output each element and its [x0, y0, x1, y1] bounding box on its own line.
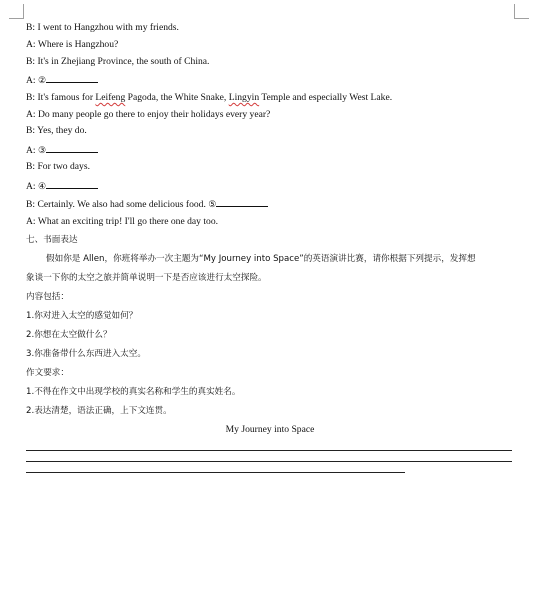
essay-title: My Journey into Space — [225, 424, 315, 435]
content-heading: 内容包括： — [26, 292, 69, 302]
answer-blank-4[interactable] — [46, 179, 98, 189]
dialogue-line-5 — [26, 92, 392, 104]
requirement-1: 1.不得在作文中出现学校的真实名称和学生的真实姓名。 — [26, 387, 241, 397]
requirements-heading: 作文要求： — [26, 368, 69, 378]
dialogue-line-7: B: Yes, they do. — [26, 125, 87, 136]
dialogue-line-2: A: Where is Hangzhou? — [26, 39, 119, 50]
speaker-prefix: A: — [26, 75, 38, 86]
speaker-prefix: A: — [26, 181, 38, 192]
dialogue-line-6: A: Do many people go there to enjoy their holidays every year? — [26, 109, 271, 120]
crop-mark-top-right — [514, 4, 529, 19]
dialogue-line-4 — [26, 73, 98, 87]
dialogue-line-8 — [26, 143, 98, 157]
spellcheck-word-lingyin: Lingyin — [228, 92, 260, 103]
spellcheck-word-leifeng: Leifeng — [95, 92, 126, 103]
dialogue-line-10 — [26, 179, 98, 193]
crop-mark-top-left — [9, 4, 24, 19]
dialogue-text: Temple and especially West Lake. — [259, 92, 393, 103]
content-point-1: 1.你对进入太空的感觉如何？ — [26, 311, 138, 321]
dialogue-line-11 — [26, 197, 268, 211]
section-title: 七、书面表达 — [26, 235, 78, 245]
speaker-prefix: A: — [26, 145, 38, 156]
dialogue-line-9: B: For two days. — [26, 161, 90, 172]
dialogue-line-12: A: What an exciting trip! I'll go there one day too. — [26, 216, 219, 227]
dialogue-line-1: B: I went to Hangzhou with my friends. — [26, 22, 179, 33]
writing-line-3[interactable] — [26, 472, 405, 473]
writing-line-1[interactable] — [26, 450, 512, 451]
answer-blank-3[interactable] — [46, 143, 98, 153]
requirement-2: 2.表达清楚，语法正确，上下文连贯。 — [26, 406, 172, 416]
dialogue-text: B: It's famous for — [26, 92, 96, 103]
dialogue-text: Pagoda, the White Snake, — [125, 92, 229, 103]
blank-number-4: ④ — [38, 181, 47, 191]
writing-intro-line-2: 象谈一下你的太空之旅并简单说明一下是否应该进行太空探险。 — [26, 273, 267, 283]
blank-number-5: ⑤ — [208, 199, 217, 209]
dialogue-line-3: B: It's in Zhejiang Province, the south of China. — [26, 56, 210, 67]
writing-line-2[interactable] — [26, 461, 512, 462]
writing-intro-line-1: 假如你是 Allen，你班将举办一次主题为“My Journey into Space”的英语演讲比赛，请你根据下列提示，发挥想 — [46, 254, 476, 264]
answer-blank-5[interactable] — [216, 197, 268, 207]
blank-number-2: ② — [38, 75, 47, 85]
dialogue-text: B: Certainly. We also had some delicious food. — [26, 199, 209, 210]
answer-blank-2[interactable] — [46, 73, 98, 83]
content-point-2: 2.你想在太空做什么？ — [26, 330, 112, 340]
blank-number-3: ③ — [38, 145, 47, 155]
content-point-3: 3.你准备带什么东西进入太空。 — [26, 349, 146, 359]
